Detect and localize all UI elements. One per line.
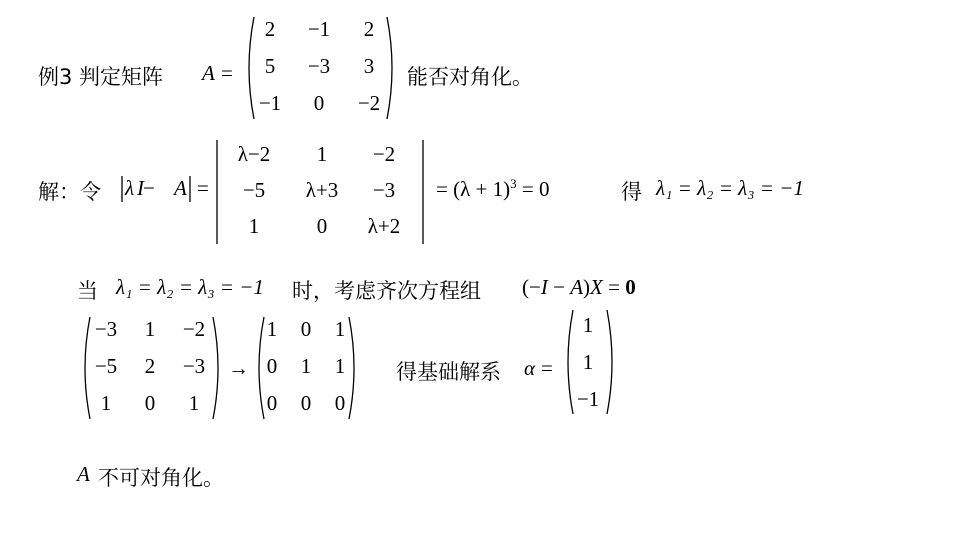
basis-label: 得基础解系 [396, 360, 501, 384]
det-bar-left [216, 140, 220, 244]
sys-open: (− [522, 275, 541, 299]
matrix-reduced [252, 314, 364, 422]
matrix-cell: 1 [188, 391, 200, 415]
characteristic-result [436, 176, 549, 202]
matrix-A-symbol: A [570, 275, 584, 299]
det-cell: −2 [372, 142, 396, 166]
vector-cell: 1 [582, 313, 594, 337]
matrix-cell: 0 [266, 354, 278, 378]
matrix-cell: 0 [300, 317, 312, 341]
result-base: = (λ + 1) [436, 177, 511, 201]
vector-cell: −1 [576, 387, 600, 411]
derive-label: 得 [621, 180, 642, 204]
when-text: 时，考虑齐次方程组 [292, 279, 481, 303]
matrix-cell: −2 [357, 91, 381, 115]
arrow-right-icon: → [228, 356, 249, 380]
matrix-cell: 2 [144, 354, 156, 378]
matrix-cell: 0 [266, 391, 278, 415]
det-cell: −3 [372, 178, 396, 202]
sys-close: ) [583, 275, 591, 299]
identity-symbol: I [540, 275, 548, 299]
abs-bar-right [189, 176, 193, 202]
alpha-symbol: α [524, 356, 536, 380]
matrix-cell: −2 [182, 317, 206, 341]
matrix-cell: 3 [363, 54, 375, 78]
matrix-cell: 0 [144, 391, 156, 415]
matrix-cell: 2 [363, 17, 375, 41]
question-suffix: 能否对角化。 [407, 65, 533, 89]
matrix-cell: 1 [266, 317, 278, 341]
matrix-A [240, 14, 400, 122]
result-exponent: 3 [510, 176, 517, 191]
matrix-cell: −1 [258, 91, 282, 115]
matrix-cell: 1 [334, 354, 346, 378]
det-cell: λ+2 [367, 214, 401, 238]
identity-symbol: I [137, 176, 144, 200]
equals-sign: = [197, 176, 209, 200]
matrix-A-symbol: A [77, 462, 90, 486]
matrix-cell: 1 [334, 317, 346, 341]
matrix-cell: −3 [307, 54, 331, 78]
det-cell: λ−2 [237, 142, 271, 166]
equals-sign: = [602, 275, 626, 299]
matrix-cell: 0 [300, 391, 312, 415]
eigenvalues: λ₁ = λ₂ = λ₃ = −1 [656, 176, 804, 200]
det-cell: λ+3 [305, 178, 339, 202]
eigenvalues: λ₁ = λ₂ = λ₃ = −1 [116, 275, 264, 299]
matrix-cell: 1 [300, 354, 312, 378]
matrix-cell: −3 [94, 317, 118, 341]
minus-sign: − [143, 176, 155, 200]
equals-sign: = [221, 61, 233, 85]
det-cell: −5 [242, 178, 266, 202]
example-prefix: 例3 判定矩阵 [38, 65, 164, 89]
basis-vector [560, 305, 620, 417]
when-prefix: 当 [77, 279, 98, 303]
matrix-cell: 1 [100, 391, 112, 415]
solution-prefix: 解：令 [38, 180, 101, 204]
matrix-cell: 0 [313, 91, 325, 115]
minus-sign: − [547, 275, 571, 299]
matrix-A-symbol: A [202, 61, 215, 85]
vector-cell: 1 [582, 350, 594, 374]
matrix-cell: 0 [334, 391, 346, 415]
vector-X-symbol: X [590, 275, 603, 299]
matrix-cell: −5 [94, 354, 118, 378]
result-tail: = 0 [516, 177, 550, 201]
det-bar-right [422, 140, 426, 244]
det-cell: 1 [316, 142, 328, 166]
determinant [214, 138, 430, 244]
matrix-cell: −3 [182, 354, 206, 378]
det-cell: 0 [316, 214, 328, 238]
zero-vector: 0 [625, 275, 636, 299]
matrix-cell: −1 [307, 17, 331, 41]
matrix-cell: 1 [144, 317, 156, 341]
matrix-cell: 5 [264, 54, 276, 78]
homogeneous-system [522, 275, 636, 300]
det-cell: 1 [248, 214, 260, 238]
matrix-cell: 2 [264, 17, 276, 41]
matrix-A-symbol: A [174, 176, 187, 200]
lambda-symbol: λ [125, 176, 135, 200]
matrix-coefficient [78, 314, 228, 422]
conclusion-text: 不可对角化。 [98, 466, 224, 490]
equals-sign: = [541, 356, 553, 380]
